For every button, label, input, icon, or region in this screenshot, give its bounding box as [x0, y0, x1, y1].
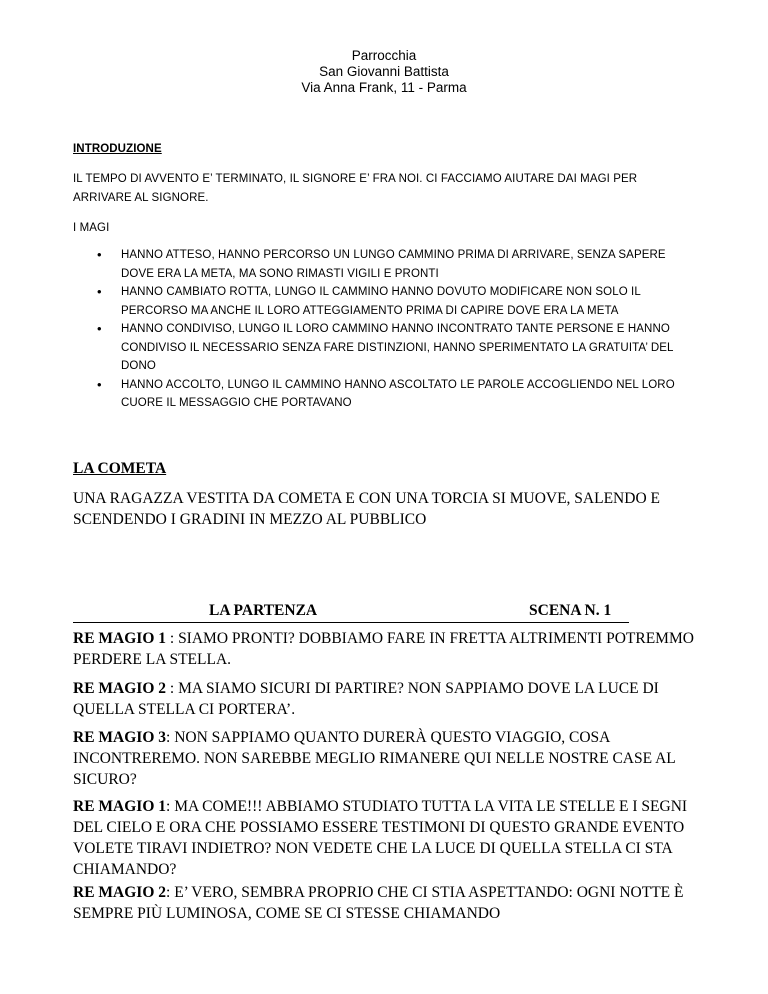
introduzione-heading: INTRODUZIONE — [73, 143, 162, 155]
speaker-separator: : — [166, 798, 175, 815]
cometa-paragraph: UNA RAGAZZA VESTITA DA COMETA E CON UNA TORCIA SI MUOVE, SALENDO E SCENDENDO I GRADINI IN MEZZO AL PUBBLICO — [73, 490, 660, 528]
header-line-3: Via Anna Frank, 11 - Parma — [301, 80, 467, 95]
list-item: • HANNO ATTESO, HANNO PERCORSO UN LUNGO CAMMINO PRIMA DI ARRIVARE, SENZA SAPERE DOVE ERA LA META, MA SONO RIMASTI VIGILI E PRONTI — [97, 246, 697, 283]
scene-heading — [73, 600, 629, 623]
speaker-separator: : — [166, 884, 175, 901]
speaker-separator: : — [166, 729, 175, 746]
dialogue-line — [73, 628, 713, 670]
parish-header — [0, 48, 768, 96]
cometa-heading: LA COMETA — [73, 460, 167, 477]
dialogue-text: E’ VERO, SEMBRA PROPRIO CHE CI STIA ASPETTANDO: OGNI NOTTE È SEMPRE PIÙ LUMINOSA, COME SE CI STESSE CHIAMANDO — [73, 884, 684, 922]
magi-label: I MAGI — [73, 222, 110, 234]
list-item: • HANNO CONDIVISO, LUNGO IL LORO CAMMINO HANNO INCONTRATO TANTE PERSONE E HANNO CONDIVISO IL NECESSARIO SENZA FARE DISTINZIONI, HANNO SPERIMENTATO LA GRATUITA’ DEL DONO — [97, 320, 697, 376]
scene-title: LA PARTENZA — [209, 602, 318, 619]
dialogue-line — [73, 882, 713, 924]
list-item: • HANNO CAMBIATO ROTTA, LUNGO IL CAMMINO HANNO DOVUTO MODIFICARE NON SOLO IL PERCORSO MA ANCHE IL LORO ATTEGGIAMENTO PRIMA DI CAPIRE DOVE ERA LA META — [97, 283, 697, 320]
speaker-name: RE MAGIO 1 — [73, 630, 166, 647]
dialogue-line — [73, 796, 713, 880]
speaker-name: RE MAGIO 1 — [73, 798, 166, 815]
header-line-1: Parrocchia — [351, 48, 417, 63]
dialogue-text: NON SAPPIAMO QUANTO DURERÀ QUESTO VIAGGIO, COSA INCONTREREMO. NON SAREBBE MEGLIO RIMANERE QUI NELLE NOSTRE CASE AL SICURO? — [73, 729, 676, 788]
dialogue-text: SIAMO PRONTI? DOBBIAMO FARE IN FRETTA ALTRIMENTI POTREMMO PERDERE LA STELLA. — [73, 630, 694, 668]
scene-number: SCENA N. 1 — [529, 602, 612, 619]
dialogue-text: MA COME!!! ABBIAMO STUDIATO TUTTA LA VITA LE STELLE E I SEGNI DEL CIELO E ORA CHE POSSIAMO ESSERE TESTIMONI DI QUESTO GRANDE EVENTO VOLETE TIRAVI INDIETRO? NON VEDETE CHE LA LUCE DI QUELLA STELLA CI STA CHIAMANDO? — [73, 798, 688, 878]
magi-bullet-list — [97, 246, 697, 413]
speaker-name: RE MAGIO 2 — [73, 680, 166, 697]
speaker-separator: : — [166, 630, 179, 647]
list-item: • HANNO ACCOLTO, LUNGO IL CAMMINO HANNO ASCOLTATO LE PAROLE ACCOGLIENDO NEL LORO CUORE IL MESSAGGIO CHE PORTAVANO — [97, 376, 697, 413]
dialogue-line — [73, 678, 713, 720]
dialogue-text: MA SIAMO SICURI DI PARTIRE? NON SAPPIAMO DOVE LA LUCE DI QUELLA STELLA CI PORTERA’. — [73, 680, 659, 718]
header-line-2: San Giovanni Battista — [319, 64, 449, 79]
speaker-name: RE MAGIO 2 — [73, 884, 166, 901]
introduzione-paragraph: IL TEMPO DI AVVENTO E’ TERMINATO, IL SIGNORE E’ FRA NOI. CI FACCIAMO AIUTARE DAI MAGI PER ARRIVARE AL SIGNORE. — [73, 173, 638, 204]
speaker-separator: : — [166, 680, 179, 697]
speaker-name: RE MAGIO 3 — [73, 729, 166, 746]
dialogue-line — [73, 727, 713, 790]
